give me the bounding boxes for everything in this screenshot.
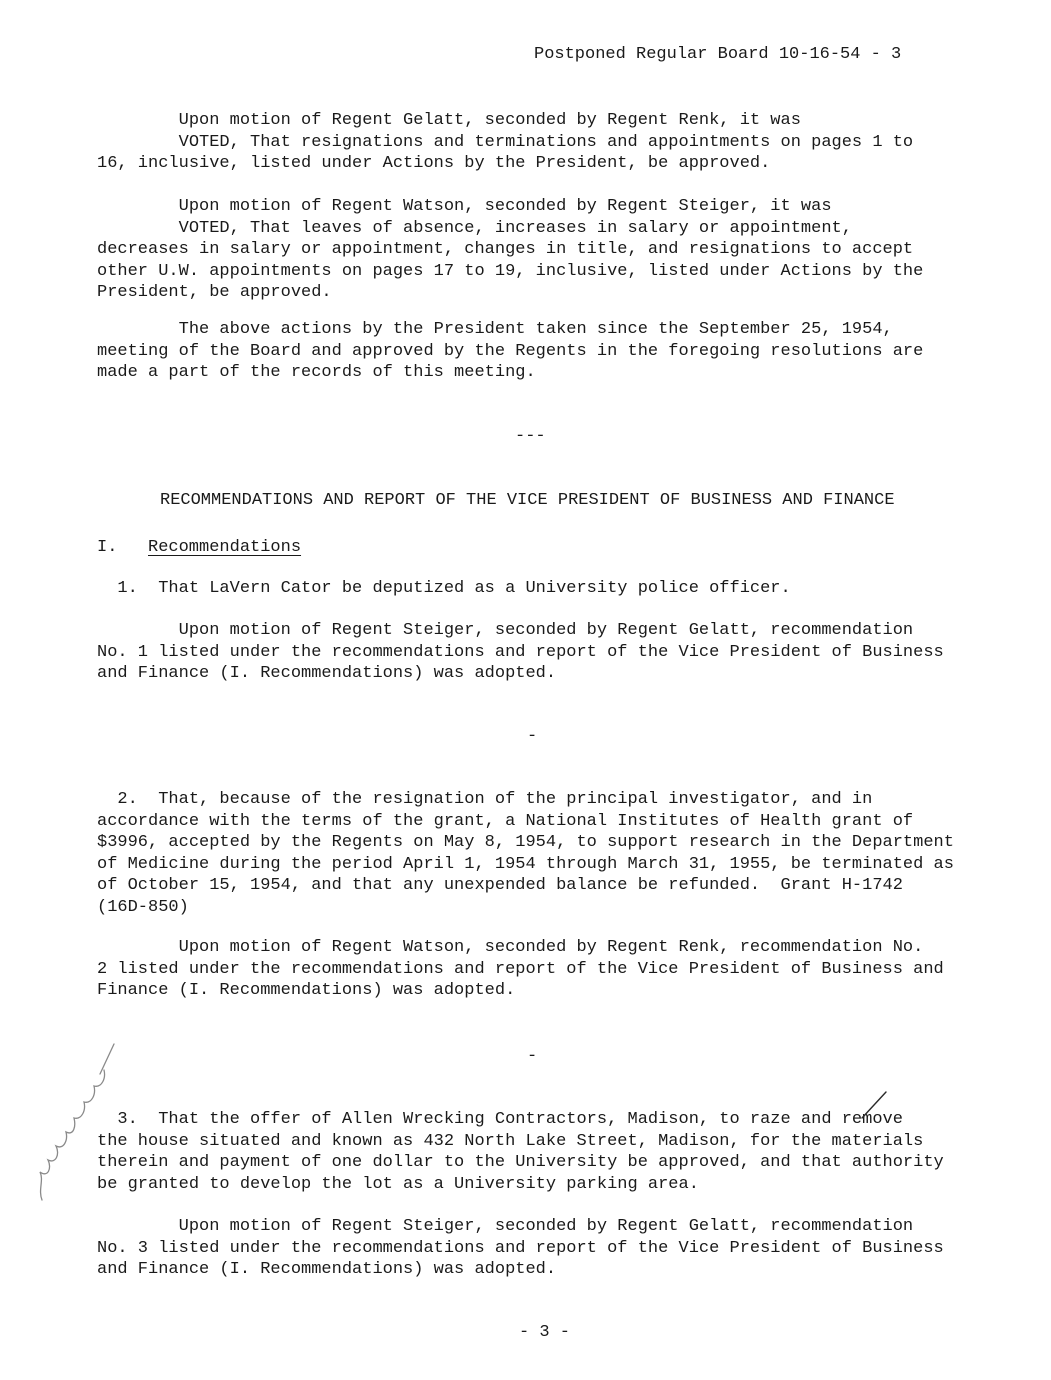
recommendation-3: 3. That the offer of Allen Wrecking Contractors, Madison, to raze and remove the house situated and known as 432 North Lake Street, Madison, for the materials therein and payment of one dollar to the University be approved, and that authority be granted to develop the lot as a University parking area. [97, 1110, 944, 1194]
recommendation-2: 2. That, because of the resignation of the principal investigator, and in accordance with the terms of the grant, a National Institutes of Health grant of $3996, accepted by the Regents on May 8, 1954, to support research in the Department of Medicine during the period April 1, 1954 through March 31, 1955, be terminated as of October 15, 1954, and that any unexpended balance be refunded. Grant H-1742 (16D-850) [97, 790, 954, 917]
recommendation-2-motion: Upon motion of Regent Watson, seconded by Regent Renk, recommendation No. 2 listed under the recommendations and report of the Vice President of Business and Finance (I. Recommendations) was adopted. [97, 938, 944, 1000]
page-header: Postponed Regular Board 10-16-54 - 3 [534, 45, 902, 64]
separator: - [527, 727, 538, 746]
section-heading: RECOMMENDATIONS AND REPORT OF THE VICE PRESIDENT OF BUSINESS AND FINANCE [160, 491, 895, 510]
paragraph-actions-record: The above actions by the President taken since the September 25, 1954, meeting of the Board and approved by the Regents in the foregoing resolutions are made a part of the records of this meeting. [97, 320, 924, 382]
separator: - [527, 1047, 538, 1066]
section-title: Recommendations [148, 538, 302, 557]
separator: --- [515, 427, 546, 446]
paragraph-watson-motion: Upon motion of Regent Watson, seconded by Regent Steiger, it was VOTED, That leaves of absence, increases in salary or appointment, decreases in salary or appointment, changes in title, and resignations to accept other U.W. appointments on pages 17 to 19, inclusive, listed under Actions by the President, be approved. [97, 197, 924, 302]
recommendation-1-motion: Upon motion of Regent Steiger, seconded by Regent Gelatt, recommendation No. 1 listed under the recommendations and report of the Vice President of Business and Finance (I. Recommendations) was adopted. [97, 621, 944, 683]
paragraph-gelatt-motion: Upon motion of Regent Gelatt, seconded by Regent Renk, it was VOTED, That resignations and terminations and appointments on pages 1 to 16, inclusive, listed under Actions by the President, be approved. [97, 111, 914, 173]
page-number: - 3 - [519, 1323, 571, 1342]
recommendation-3-motion: Upon motion of Regent Steiger, seconded by Regent Gelatt, recommendation No. 3 listed under the recommendations and report of the Vice President of Business and Finance (I. Recommendations) was adopted. [97, 1217, 944, 1279]
recommendation-1: 1. That LaVern Cator be deputized as a University police officer. [97, 579, 791, 598]
handwritten-check-mark [860, 1090, 890, 1120]
handwritten-margin-note [30, 1040, 120, 1210]
section-number: I. [97, 538, 118, 557]
